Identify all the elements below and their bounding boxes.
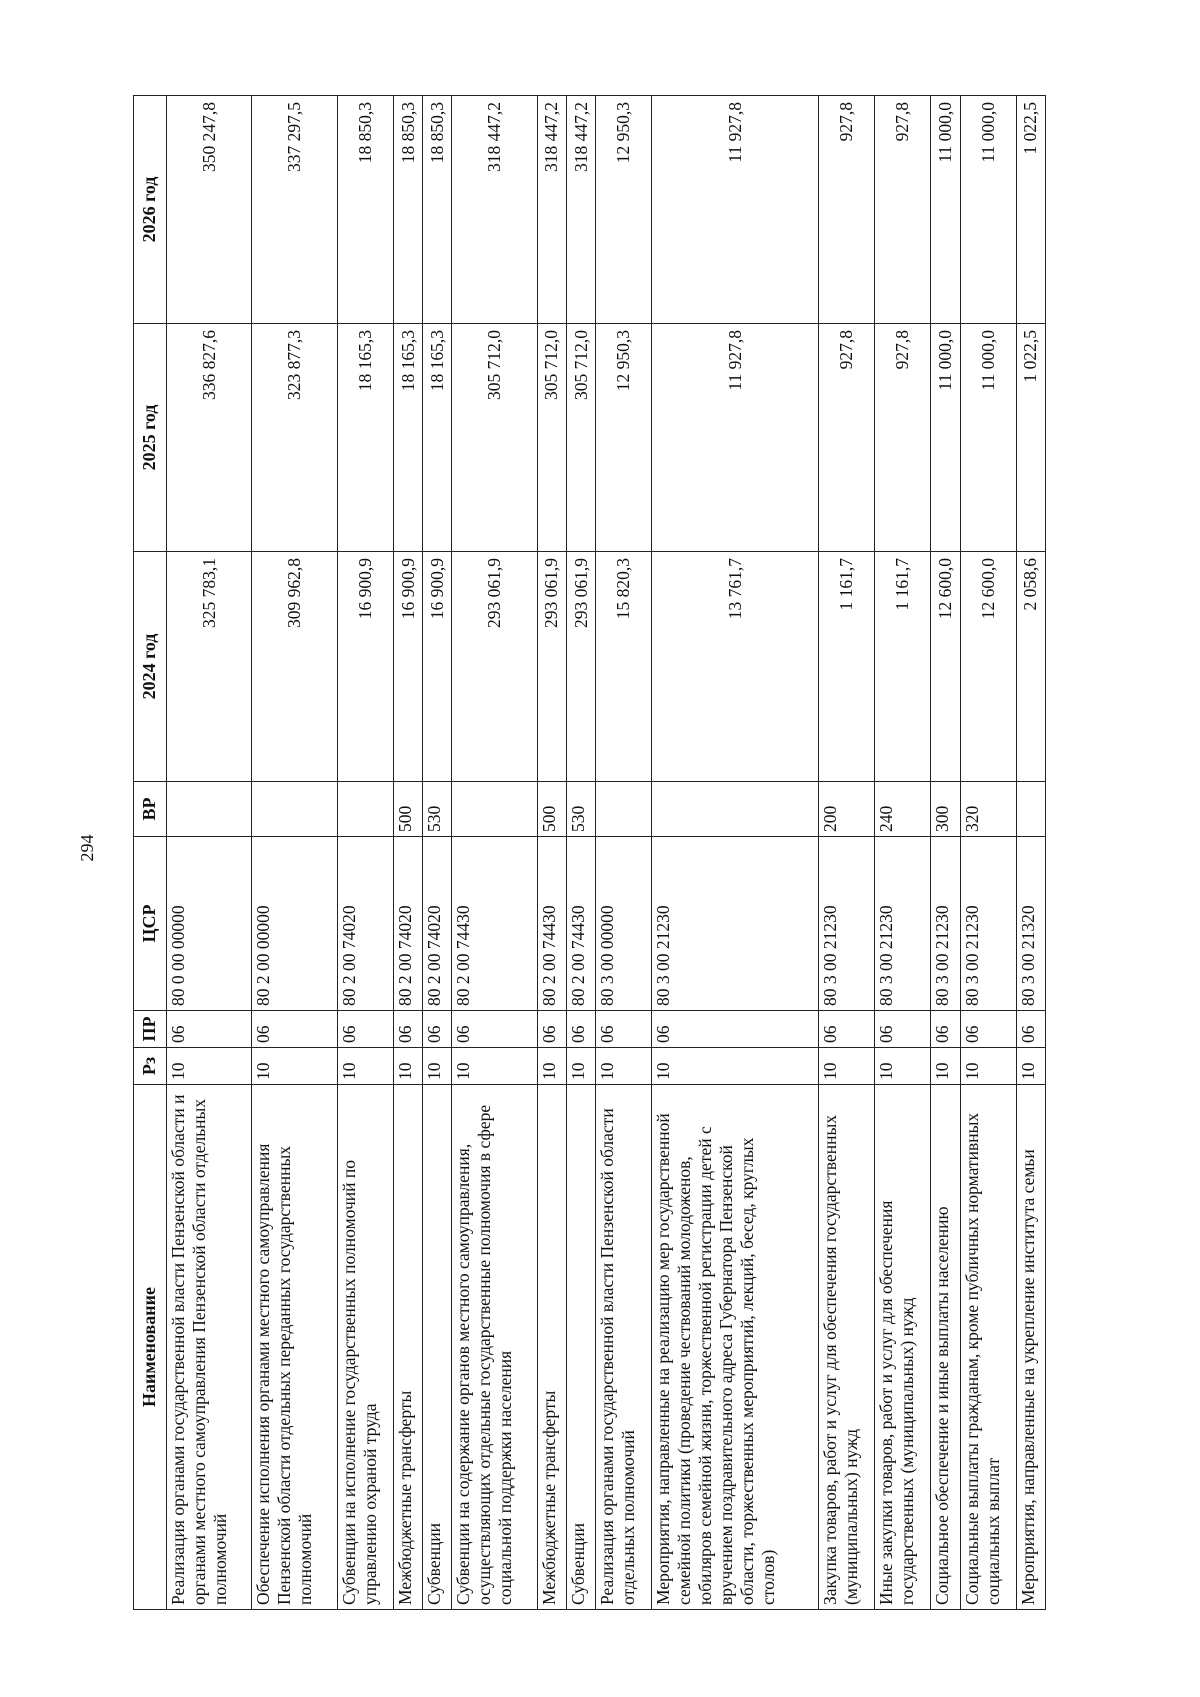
- cell-y2025: 927,8: [818, 324, 874, 552]
- cell-csr: 80 3 00 21230: [652, 837, 819, 1011]
- cell-vr: [167, 782, 252, 837]
- cell-y2025: 336 827,6: [167, 324, 252, 552]
- cell-csr: 80 0 00 00000: [167, 837, 252, 1011]
- table-row: [567, 96, 596, 1610]
- cell-name: Субвенции: [423, 1085, 452, 1610]
- cell-pr: 06: [1016, 1011, 1045, 1048]
- cell-vr: [652, 782, 819, 837]
- cell-name: Реализация органами государственной власти Пензенской области и органами местного самоуправления Пензенской области отдельных полномочий: [167, 1085, 252, 1610]
- cell-name: Реализация органами государственной власти Пензенской области отдельных полномочий: [596, 1085, 652, 1610]
- header-csr: ЦСР: [134, 837, 167, 1011]
- cell-y2026: 337 297,5: [252, 96, 337, 324]
- cell-y2026: 11 000,0: [960, 96, 1016, 324]
- cell-rz: 10: [652, 1048, 819, 1085]
- cell-name: Закупка товаров, работ и услуг для обеспечения государственных (муниципальных) нужд: [818, 1085, 874, 1610]
- cell-y2024: 12 600,0: [960, 552, 1016, 782]
- cell-pr: 06: [567, 1011, 596, 1048]
- cell-rz: 10: [167, 1048, 252, 1085]
- header-2026: 2026 год: [134, 96, 167, 324]
- cell-vr: 530: [423, 782, 452, 837]
- cell-y2026: 318 447,2: [567, 96, 596, 324]
- cell-rz: 10: [337, 1048, 393, 1085]
- cell-csr: 80 2 00 74020: [394, 837, 423, 1011]
- table-row: [423, 96, 452, 1610]
- header-2025: 2025 год: [134, 324, 167, 552]
- table-row: [875, 96, 931, 1610]
- cell-y2024: 1 161,7: [818, 552, 874, 782]
- cell-rz: 10: [596, 1048, 652, 1085]
- cell-y2026: 18 850,3: [394, 96, 423, 324]
- cell-y2026: 318 447,2: [537, 96, 566, 324]
- cell-y2026: 12 950,3: [596, 96, 652, 324]
- cell-y2026: 927,8: [875, 96, 931, 324]
- cell-y2026: 350 247,8: [167, 96, 252, 324]
- cell-csr: 80 3 00 21230: [818, 837, 874, 1011]
- cell-y2025: 305 712,0: [452, 324, 537, 552]
- budget-table: [133, 95, 1046, 1610]
- table-row: [818, 96, 874, 1610]
- cell-y2024: 293 061,9: [567, 552, 596, 782]
- cell-y2024: 16 900,9: [394, 552, 423, 782]
- cell-vr: 200: [818, 782, 874, 837]
- cell-y2026: 18 850,3: [423, 96, 452, 324]
- cell-name: Обеспечение исполнения органами местного самоуправления Пензенской области отдельных переданных государственных полномочий: [252, 1085, 337, 1610]
- cell-y2025: 18 165,3: [423, 324, 452, 552]
- cell-pr: 06: [452, 1011, 537, 1048]
- header-pr: ПР: [134, 1011, 167, 1048]
- cell-rz: 10: [931, 1048, 960, 1085]
- cell-y2025: 18 165,3: [394, 324, 423, 552]
- cell-csr: 80 3 00 21230: [875, 837, 931, 1011]
- cell-y2024: 2 058,6: [1016, 552, 1045, 782]
- cell-pr: 06: [252, 1011, 337, 1048]
- cell-y2025: 11 927,8: [652, 324, 819, 552]
- cell-y2025: 927,8: [875, 324, 931, 552]
- table-row: [931, 96, 960, 1610]
- cell-y2026: 927,8: [818, 96, 874, 324]
- table-body: [167, 96, 1046, 1610]
- table-row: [452, 96, 537, 1610]
- cell-y2026: 1 022,5: [1016, 96, 1045, 324]
- rotated-table-wrapper: [133, 96, 1046, 1610]
- header-rz: Рз: [134, 1048, 167, 1085]
- cell-y2024: 293 061,9: [537, 552, 566, 782]
- cell-name: Межбюджетные трансферты: [537, 1085, 566, 1610]
- cell-name: Субвенции: [567, 1085, 596, 1610]
- cell-y2024: 12 600,0: [931, 552, 960, 782]
- cell-y2025: 323 877,3: [252, 324, 337, 552]
- cell-y2026: 11 927,8: [652, 96, 819, 324]
- cell-y2024: 13 761,7: [652, 552, 819, 782]
- cell-csr: 80 3 00 00000: [596, 837, 652, 1011]
- cell-csr: 80 2 00 74020: [423, 837, 452, 1011]
- cell-csr: 80 2 00 74020: [337, 837, 393, 1011]
- cell-name: Межбюджетные трансферты: [394, 1085, 423, 1610]
- cell-pr: 06: [931, 1011, 960, 1048]
- cell-name: Мероприятия, направленные на реализацию мер государственной семейной политики (проведение чествований молодоженов, юбиляров семейной жизни, торжественной регистрации детей с вручением поздравительного адреса Губернатора Пензенской области, торжественных мероприятий, лекций, бесед, круглых столов): [652, 1085, 819, 1610]
- cell-rz: 10: [1016, 1048, 1045, 1085]
- cell-csr: 80 2 00 00000: [252, 837, 337, 1011]
- table-header-row: [134, 96, 167, 1610]
- cell-pr: 06: [394, 1011, 423, 1048]
- cell-y2024: 15 820,3: [596, 552, 652, 782]
- table-row: [337, 96, 393, 1610]
- cell-rz: 10: [394, 1048, 423, 1085]
- table-row: [652, 96, 819, 1610]
- table-row: [394, 96, 423, 1610]
- cell-y2025: 305 712,0: [537, 324, 566, 552]
- cell-vr: 530: [567, 782, 596, 837]
- cell-vr: 240: [875, 782, 931, 837]
- cell-rz: 10: [567, 1048, 596, 1085]
- cell-pr: 06: [960, 1011, 1016, 1048]
- cell-y2025: 18 165,3: [337, 324, 393, 552]
- cell-vr: [1016, 782, 1045, 837]
- cell-y2026: 18 850,3: [337, 96, 393, 324]
- cell-pr: 06: [167, 1011, 252, 1048]
- cell-rz: 10: [423, 1048, 452, 1085]
- cell-rz: 10: [452, 1048, 537, 1085]
- cell-pr: 06: [423, 1011, 452, 1048]
- cell-csr: 80 2 00 74430: [452, 837, 537, 1011]
- cell-y2025: 12 950,3: [596, 324, 652, 552]
- table-row: [252, 96, 337, 1610]
- cell-y2025: 11 000,0: [931, 324, 960, 552]
- cell-vr: [337, 782, 393, 837]
- cell-rz: 10: [960, 1048, 1016, 1085]
- cell-name: Социальное обеспечение и иные выплаты населению: [931, 1085, 960, 1610]
- cell-rz: 10: [252, 1048, 337, 1085]
- page-number: 294: [77, 834, 97, 862]
- cell-csr: 80 3 00 21320: [1016, 837, 1045, 1011]
- cell-csr: 80 3 00 21230: [960, 837, 1016, 1011]
- cell-y2024: 16 900,9: [423, 552, 452, 782]
- header-vr: ВР: [134, 782, 167, 837]
- cell-vr: [252, 782, 337, 837]
- cell-name: Мероприятия, направленные на укрепление института семьи: [1016, 1085, 1045, 1610]
- cell-rz: 10: [537, 1048, 566, 1085]
- table-row: [960, 96, 1016, 1610]
- cell-pr: 06: [652, 1011, 819, 1048]
- cell-name: Субвенции на исполнение государственных полномочий по управлению охраной труда: [337, 1085, 393, 1610]
- header-2024: 2024 год: [134, 552, 167, 782]
- cell-y2024: 325 783,1: [167, 552, 252, 782]
- cell-y2026: 318 447,2: [452, 96, 537, 324]
- cell-y2026: 11 000,0: [931, 96, 960, 324]
- cell-y2024: 293 061,9: [452, 552, 537, 782]
- table-row: [167, 96, 252, 1610]
- table-row: [1016, 96, 1045, 1610]
- cell-rz: 10: [875, 1048, 931, 1085]
- cell-pr: 06: [818, 1011, 874, 1048]
- table-row: [537, 96, 566, 1610]
- cell-y2024: 1 161,7: [875, 552, 931, 782]
- cell-csr: 80 3 00 21230: [931, 837, 960, 1011]
- header-name: Наименование: [134, 1085, 167, 1610]
- cell-y2025: 11 000,0: [960, 324, 1016, 552]
- cell-y2025: 305 712,0: [567, 324, 596, 552]
- cell-vr: 500: [537, 782, 566, 837]
- cell-csr: 80 2 00 74430: [567, 837, 596, 1011]
- cell-pr: 06: [537, 1011, 566, 1048]
- cell-name: Иные закупки товаров, работ и услуг для обеспечения государственных (муниципальных) нужд: [875, 1085, 931, 1610]
- cell-csr: 80 2 00 74430: [537, 837, 566, 1011]
- cell-name: Субвенции на содержание органов местного самоуправления, осуществляющих отдельные государственные полномочия в сфере социальной поддержки населения: [452, 1085, 537, 1610]
- cell-y2025: 1 022,5: [1016, 324, 1045, 552]
- table-row: [596, 96, 652, 1610]
- cell-vr: [596, 782, 652, 837]
- cell-y2024: 16 900,9: [337, 552, 393, 782]
- cell-vr: [452, 782, 537, 837]
- cell-vr: 320: [960, 782, 1016, 837]
- cell-pr: 06: [337, 1011, 393, 1048]
- cell-pr: 06: [596, 1011, 652, 1048]
- cell-name: Социальные выплаты гражданам, кроме публичных нормативных социальных выплат: [960, 1085, 1016, 1610]
- cell-pr: 06: [875, 1011, 931, 1048]
- cell-y2024: 309 962,8: [252, 552, 337, 782]
- cell-rz: 10: [818, 1048, 874, 1085]
- cell-vr: 300: [931, 782, 960, 837]
- cell-vr: 500: [394, 782, 423, 837]
